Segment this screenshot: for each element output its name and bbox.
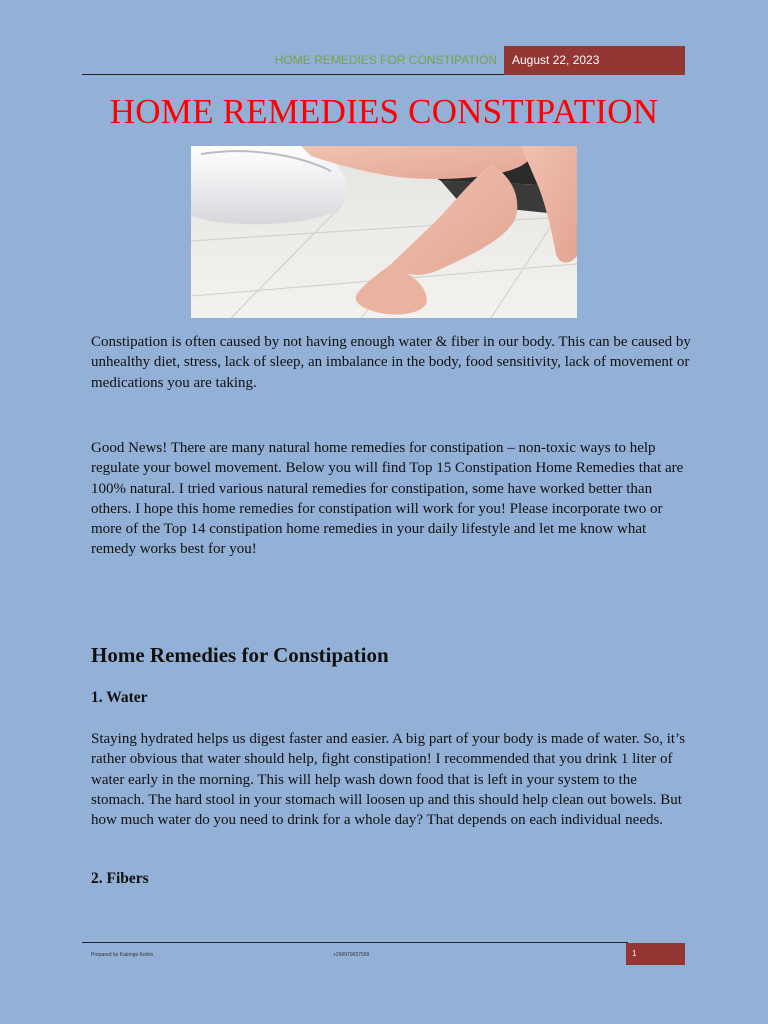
footer-phone: +260979037599 xyxy=(333,952,370,958)
header-rule xyxy=(82,74,504,75)
document-title: HOME REMEDIES CONSTIPATION xyxy=(109,92,659,131)
item-fibers-heading: 2. Fibers xyxy=(91,870,149,887)
header-date: August 22, 2023 xyxy=(504,46,685,75)
header-title: HOME REMEDIES FOR CONSTIPATION xyxy=(274,53,497,67)
footer-rule xyxy=(82,942,628,943)
footer-page-number: 1 xyxy=(626,943,685,965)
item-water-body: Staying hydrated helps us digest faster and easier. A big part of your body is made of water. So, it’s rather obvious that water should help, fight constipation! I recommended that you drink 1 liter of water early in the morning. This will help wash down food that is left in your system to the stomach. The hard stool in your stomach will loosen up and this should help clean out bowels. But how much water do you need to drink for a whole day? That depends on each individual needs. xyxy=(91,731,686,829)
item-water-heading: 1. Water xyxy=(91,689,148,706)
hero-illustration xyxy=(191,146,577,318)
footer-author: Prepared by Katongo Kelvin xyxy=(91,952,154,958)
hero-image xyxy=(191,146,577,318)
good-news-paragraph: Good News! There are many natural home remedies for constipation – non-toxic ways to help regulate your bowel movement. Below you will find Top 15 Constipation Home Remedies that are 100% natural. I tried various natural remedies for constipation, some have worked better than others. I hope this home remedies for constipation will work for you! Please incorporate two or more of the Top 14 constipation home remedies in your daily lifestyle and let me know what remedy works best for you! xyxy=(91,440,684,558)
intro-paragraph: Constipation is often caused by not having enough water & fiber in our body. This can be caused by unhealthy diet, stress, lack of sleep, an imbalance in the body, food sensitivity, lack of movement or medications you are taking. xyxy=(91,334,691,391)
section-heading: Home Remedies for Constipation xyxy=(91,643,389,667)
